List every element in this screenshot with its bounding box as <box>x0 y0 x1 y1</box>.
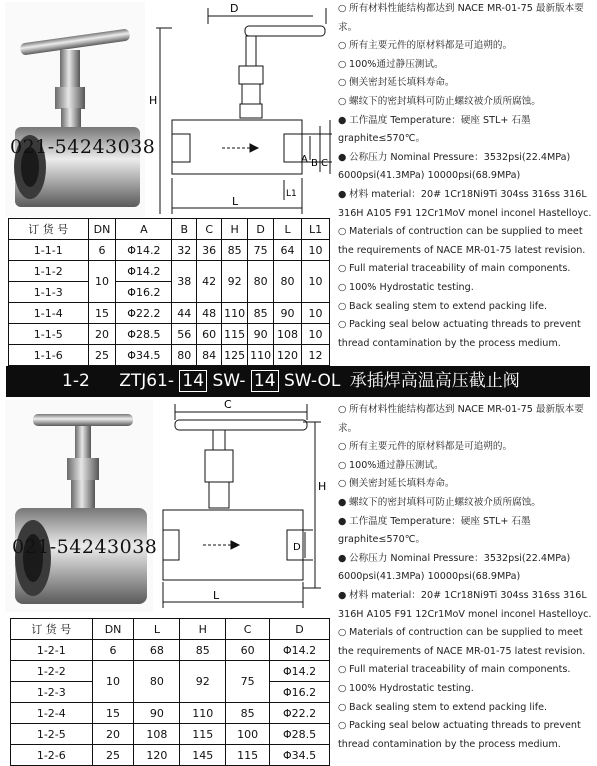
valve-photo-bottom <box>5 400 153 612</box>
dim-label-D: D <box>230 2 239 15</box>
table-header: H <box>222 219 248 240</box>
table-cell: 64 <box>274 240 302 261</box>
table-header: 订 货 号 <box>9 219 89 240</box>
table-cell: 60 <box>226 640 270 661</box>
dim-label-C: C <box>224 398 232 411</box>
stem <box>246 36 256 68</box>
table-cell: 108 <box>134 724 180 745</box>
table-cell: 1-2-2 <box>11 661 93 682</box>
table-header: DN <box>88 219 116 240</box>
table-cell: 10 <box>302 261 330 303</box>
table-cell: 1-1-2 <box>9 261 89 282</box>
note-item: ○ 侧关密封延长填料寿命。 <box>338 74 593 93</box>
table-header: A <box>116 219 172 240</box>
note-item: ● 公称压力 Nominal Pressure：3532psi(22.4MPa) 6000psi(41.3MPa) 10000psi(68.9MPa) <box>338 149 593 186</box>
table-cell: 12 <box>302 345 330 366</box>
bullet-icon: ● <box>338 515 347 527</box>
table-row <box>9 345 330 366</box>
bullet-icon: ● <box>338 552 347 564</box>
bullet-icon: ○ <box>338 263 347 275</box>
bullet-icon: ○ <box>338 459 347 471</box>
table-cell: 1-1-1 <box>9 240 89 261</box>
table-cell: Φ22.2 <box>116 303 172 324</box>
bullet-icon: ● <box>338 496 347 508</box>
table-cell: 10 <box>302 240 330 261</box>
bullet-icon: ○ <box>338 77 347 89</box>
note-item: ○ 所有主要元件的原材料都是可追朔的。 <box>338 37 593 56</box>
table-cell: 25 <box>88 345 116 366</box>
table-cell: Φ14.2 <box>116 261 172 282</box>
table-header: H <box>180 619 226 640</box>
note-item: ○ 100%通过静压测试。 <box>338 56 593 75</box>
spec-table-bottom <box>10 618 330 766</box>
table-cell: 80 <box>134 661 180 703</box>
table-cell: 75 <box>248 240 274 261</box>
bullet-icon: ○ <box>338 3 347 14</box>
bullet-icon: ○ <box>338 404 347 415</box>
note-item: ○ 所有材料性能结构都达到 NACE MR-01-75 最新版本要求。 <box>338 401 593 438</box>
table-cell: Φ34.5 <box>270 745 330 766</box>
note-item: ○ 100% Hydrostatic testing. <box>338 680 593 699</box>
bullet-icon: ● <box>338 114 347 126</box>
table-cell: 85 <box>226 703 270 724</box>
technical-drawing-bottom <box>155 398 335 613</box>
table-cell: 115 <box>180 724 226 745</box>
notes-bottom <box>338 401 593 754</box>
table-cell: 92 <box>180 661 226 703</box>
table-cell: Φ34.5 <box>116 345 172 366</box>
table-cell: 60 <box>197 324 222 345</box>
note-item: ○ 100%通过静压测试。 <box>338 457 593 476</box>
table-cell: 80 <box>274 261 302 303</box>
bullet-icon: ● <box>338 188 347 200</box>
bullet-icon: ○ <box>338 441 347 453</box>
spec-table-top <box>8 218 330 366</box>
note-item: ○ Packing seal below actuating threads to prevent thread contamination by the process medium. <box>338 316 593 353</box>
table-cell: 120 <box>274 345 302 366</box>
note-item: ● 工作温度 Temperature：硬座 STL+ 石墨 graphite≤570℃。 <box>338 513 593 550</box>
table-cell: 32 <box>172 240 197 261</box>
handle <box>245 26 325 36</box>
table-header: C <box>197 219 222 240</box>
table-cell: 6 <box>92 640 134 661</box>
table-cell: 56 <box>172 324 197 345</box>
note-item: ● 工作温度 Temperature：硬座 STL+ 石墨 graphite≤570℃。 <box>338 112 593 149</box>
note-item: ● 螺纹下的密封填料可防止螺纹被介质所腐蚀。 <box>338 494 593 513</box>
note-item: ○ Materials of contruction can be supplied to meet the requirements of NACE MR-01-75 latest revision. <box>338 624 593 661</box>
table-cell: Φ28.5 <box>270 724 330 745</box>
table-cell: 15 <box>92 703 134 724</box>
table-cell: 1-1-6 <box>9 345 89 366</box>
bullet-icon: ○ <box>338 701 347 713</box>
nut <box>239 66 263 84</box>
table-cell: 1-2-6 <box>11 745 93 766</box>
dim-label-H: H <box>318 480 327 493</box>
table-cell: 20 <box>92 724 134 745</box>
table-cell: 108 <box>274 324 302 345</box>
table-cell: 115 <box>222 324 248 345</box>
table-cell: 75 <box>226 661 270 703</box>
table-cell: 36 <box>197 240 222 261</box>
bullet-icon: ○ <box>338 627 347 639</box>
valve-photo-top <box>5 2 145 217</box>
table-cell: Φ14.2 <box>270 640 330 661</box>
note-item: ● 材料 material：20# 1Cr18Ni9Ti 304ss 316ss 316L 316H A105 F91 12Cr1MoV monel inconel Hastelloyc. <box>338 587 593 624</box>
port-right <box>284 134 302 162</box>
model-box-1: 14 <box>179 370 207 392</box>
note-item: ○ Materials of contruction can be supplied to meet the requirements of NACE MR-01-75 latest revision. <box>338 223 593 260</box>
table-cell: 38 <box>172 261 197 303</box>
table-cell: 90 <box>248 324 274 345</box>
valve-photo-top-image <box>5 2 145 217</box>
bullet-icon: ○ <box>338 58 347 70</box>
table-cell: 100 <box>226 724 270 745</box>
table-header: C <box>226 619 270 640</box>
table-cell: 1-1-4 <box>9 303 89 324</box>
note-item: ○ 所有主要元件的原材料都是可追朔的。 <box>338 438 593 457</box>
note-item: ○ Back sealing stem to extend packing life. <box>338 298 593 317</box>
table-cell: 1-2-5 <box>11 724 93 745</box>
table-header: L1 <box>302 219 330 240</box>
table-cell: 145 <box>180 745 226 766</box>
table-cell: Φ14.2 <box>116 240 172 261</box>
bullet-icon: ● <box>338 589 347 601</box>
table-cell: 68 <box>134 640 180 661</box>
dim-label-B: B <box>311 158 318 169</box>
table-cell: Φ16.2 <box>116 282 172 303</box>
model-part-c: SW-OL <box>283 371 341 391</box>
table-cell: 90 <box>274 303 302 324</box>
table-cell: 80 <box>172 345 197 366</box>
table-cell: 10 <box>88 261 116 303</box>
table-cell: 110 <box>248 345 274 366</box>
bullet-icon: ○ <box>338 664 347 676</box>
bullet-icon: ○ <box>338 281 347 293</box>
table-cell: Φ28.5 <box>116 324 172 345</box>
table-cell: 44 <box>172 303 197 324</box>
table-cell: 10 <box>302 303 330 324</box>
table-cell: 80 <box>248 261 274 303</box>
note-item: ○ 100% Hydrostatic testing. <box>338 279 593 298</box>
table-header: DN <box>92 619 134 640</box>
bullet-icon: ○ <box>338 478 347 490</box>
table-cell: 15 <box>88 303 116 324</box>
table-cell: 85 <box>248 303 274 324</box>
bullet-icon: ○ <box>338 226 347 238</box>
phone-number-bottom: 021-54243038 <box>12 536 158 558</box>
table-cell: 92 <box>222 261 248 303</box>
dim-label-L: L <box>232 195 239 208</box>
table-row <box>9 261 330 282</box>
table-header: L <box>274 219 302 240</box>
table-cell: 25 <box>92 745 134 766</box>
dim-label-C: C <box>321 158 328 169</box>
dim-label-H: H <box>149 94 158 107</box>
dim-label-A: A <box>301 154 308 165</box>
note-item: ● 公称压力 Nominal Pressure：3532psi(22.4MPa) 6000psi(41.3MPa) 10000psi(68.9MPa) <box>338 550 593 587</box>
valve-photo-bottom-image <box>5 400 153 612</box>
table-row <box>11 703 330 724</box>
bullet-icon: ○ <box>338 720 347 732</box>
table-cell: 120 <box>134 745 180 766</box>
technical-drawing-top <box>150 0 335 218</box>
table-header: D <box>248 219 274 240</box>
table-cell: 110 <box>180 703 226 724</box>
table-row <box>11 724 330 745</box>
table-cell: 1-2-1 <box>11 640 93 661</box>
table-cell: 125 <box>222 345 248 366</box>
table-cell: 10 <box>92 661 134 703</box>
table-header-row <box>11 619 330 640</box>
table-cell: 1-2-4 <box>11 703 93 724</box>
table-cell: Φ14.2 <box>270 661 330 682</box>
bullet-icon: ● <box>338 151 347 163</box>
bullet-icon: ○ <box>338 95 347 107</box>
table-cell: 48 <box>197 303 222 324</box>
note-item: ○ Full material traceability of main components. <box>338 661 593 680</box>
table-header-row <box>9 219 330 240</box>
bullet-icon: ○ <box>338 300 347 312</box>
bullet-icon: ○ <box>338 319 347 331</box>
table-header: B <box>172 219 197 240</box>
table-cell: 20 <box>88 324 116 345</box>
note-item: ● 材料 material：20# 1Cr18Ni9Ti 304ss 316ss 316L 316H A105 F91 12Cr1MoV monel inconel Hastelloyc. <box>338 186 593 223</box>
table-cell: 1-2-3 <box>11 682 93 703</box>
phone-number-top: 021-54243038 <box>10 136 156 158</box>
dim-label-D: D <box>293 542 301 553</box>
table-row <box>11 745 330 766</box>
table-row <box>9 240 330 261</box>
table-header: 订 货 号 <box>11 619 93 640</box>
table-cell: Φ22.2 <box>270 703 330 724</box>
table-cell: 85 <box>222 240 248 261</box>
note-item: ○ Full material traceability of main components. <box>338 260 593 279</box>
table-cell: 1-1-5 <box>9 324 89 345</box>
table-row <box>9 303 330 324</box>
table-row <box>11 661 330 682</box>
table-cell: 6 <box>88 240 116 261</box>
product-title: 承插焊高温高压截止阀 <box>349 371 520 391</box>
table-row <box>11 640 330 661</box>
valve-body <box>172 120 302 174</box>
notes-top <box>338 0 593 353</box>
model-part-a: ZTJ61- <box>119 371 174 391</box>
gland <box>240 104 262 118</box>
note-item: ○ Back sealing stem to extend packing life. <box>338 699 593 718</box>
dim-label-L: L <box>213 589 220 602</box>
table-cell: 115 <box>226 745 270 766</box>
note-item: ○ Packing seal below actuating threads to prevent thread contamination by the process medium. <box>338 717 593 754</box>
bullet-icon: ○ <box>338 682 347 694</box>
model-box-2: 14 <box>251 370 279 392</box>
table-cell: 1-1-3 <box>9 282 89 303</box>
table-header: L <box>134 619 180 640</box>
table-cell: 110 <box>222 303 248 324</box>
port-left <box>172 134 190 162</box>
table-cell: 90 <box>134 703 180 724</box>
table-row <box>9 324 330 345</box>
note-item: ○ 所有材料性能结构都达到 NACE MR-01-75 最新版本要求。 <box>338 0 593 37</box>
table-cell: 10 <box>302 324 330 345</box>
bullet-icon: ○ <box>338 40 347 52</box>
table-header: D <box>270 619 330 640</box>
note-item: ○ 螺纹下的密封填料可防止螺纹被介质所腐蚀。 <box>338 93 593 112</box>
dim-label-L1: L1 <box>286 189 297 199</box>
section-title-banner <box>6 366 590 397</box>
table-cell: Φ16.2 <box>270 682 330 703</box>
table-cell: 85 <box>180 640 226 661</box>
table-cell: 42 <box>197 261 222 303</box>
note-item: ○ 侧关密封延长填料寿命。 <box>338 475 593 494</box>
section-number: 1-2 <box>62 371 90 391</box>
model-part-b: SW- <box>212 371 246 391</box>
table-cell: 84 <box>197 345 222 366</box>
